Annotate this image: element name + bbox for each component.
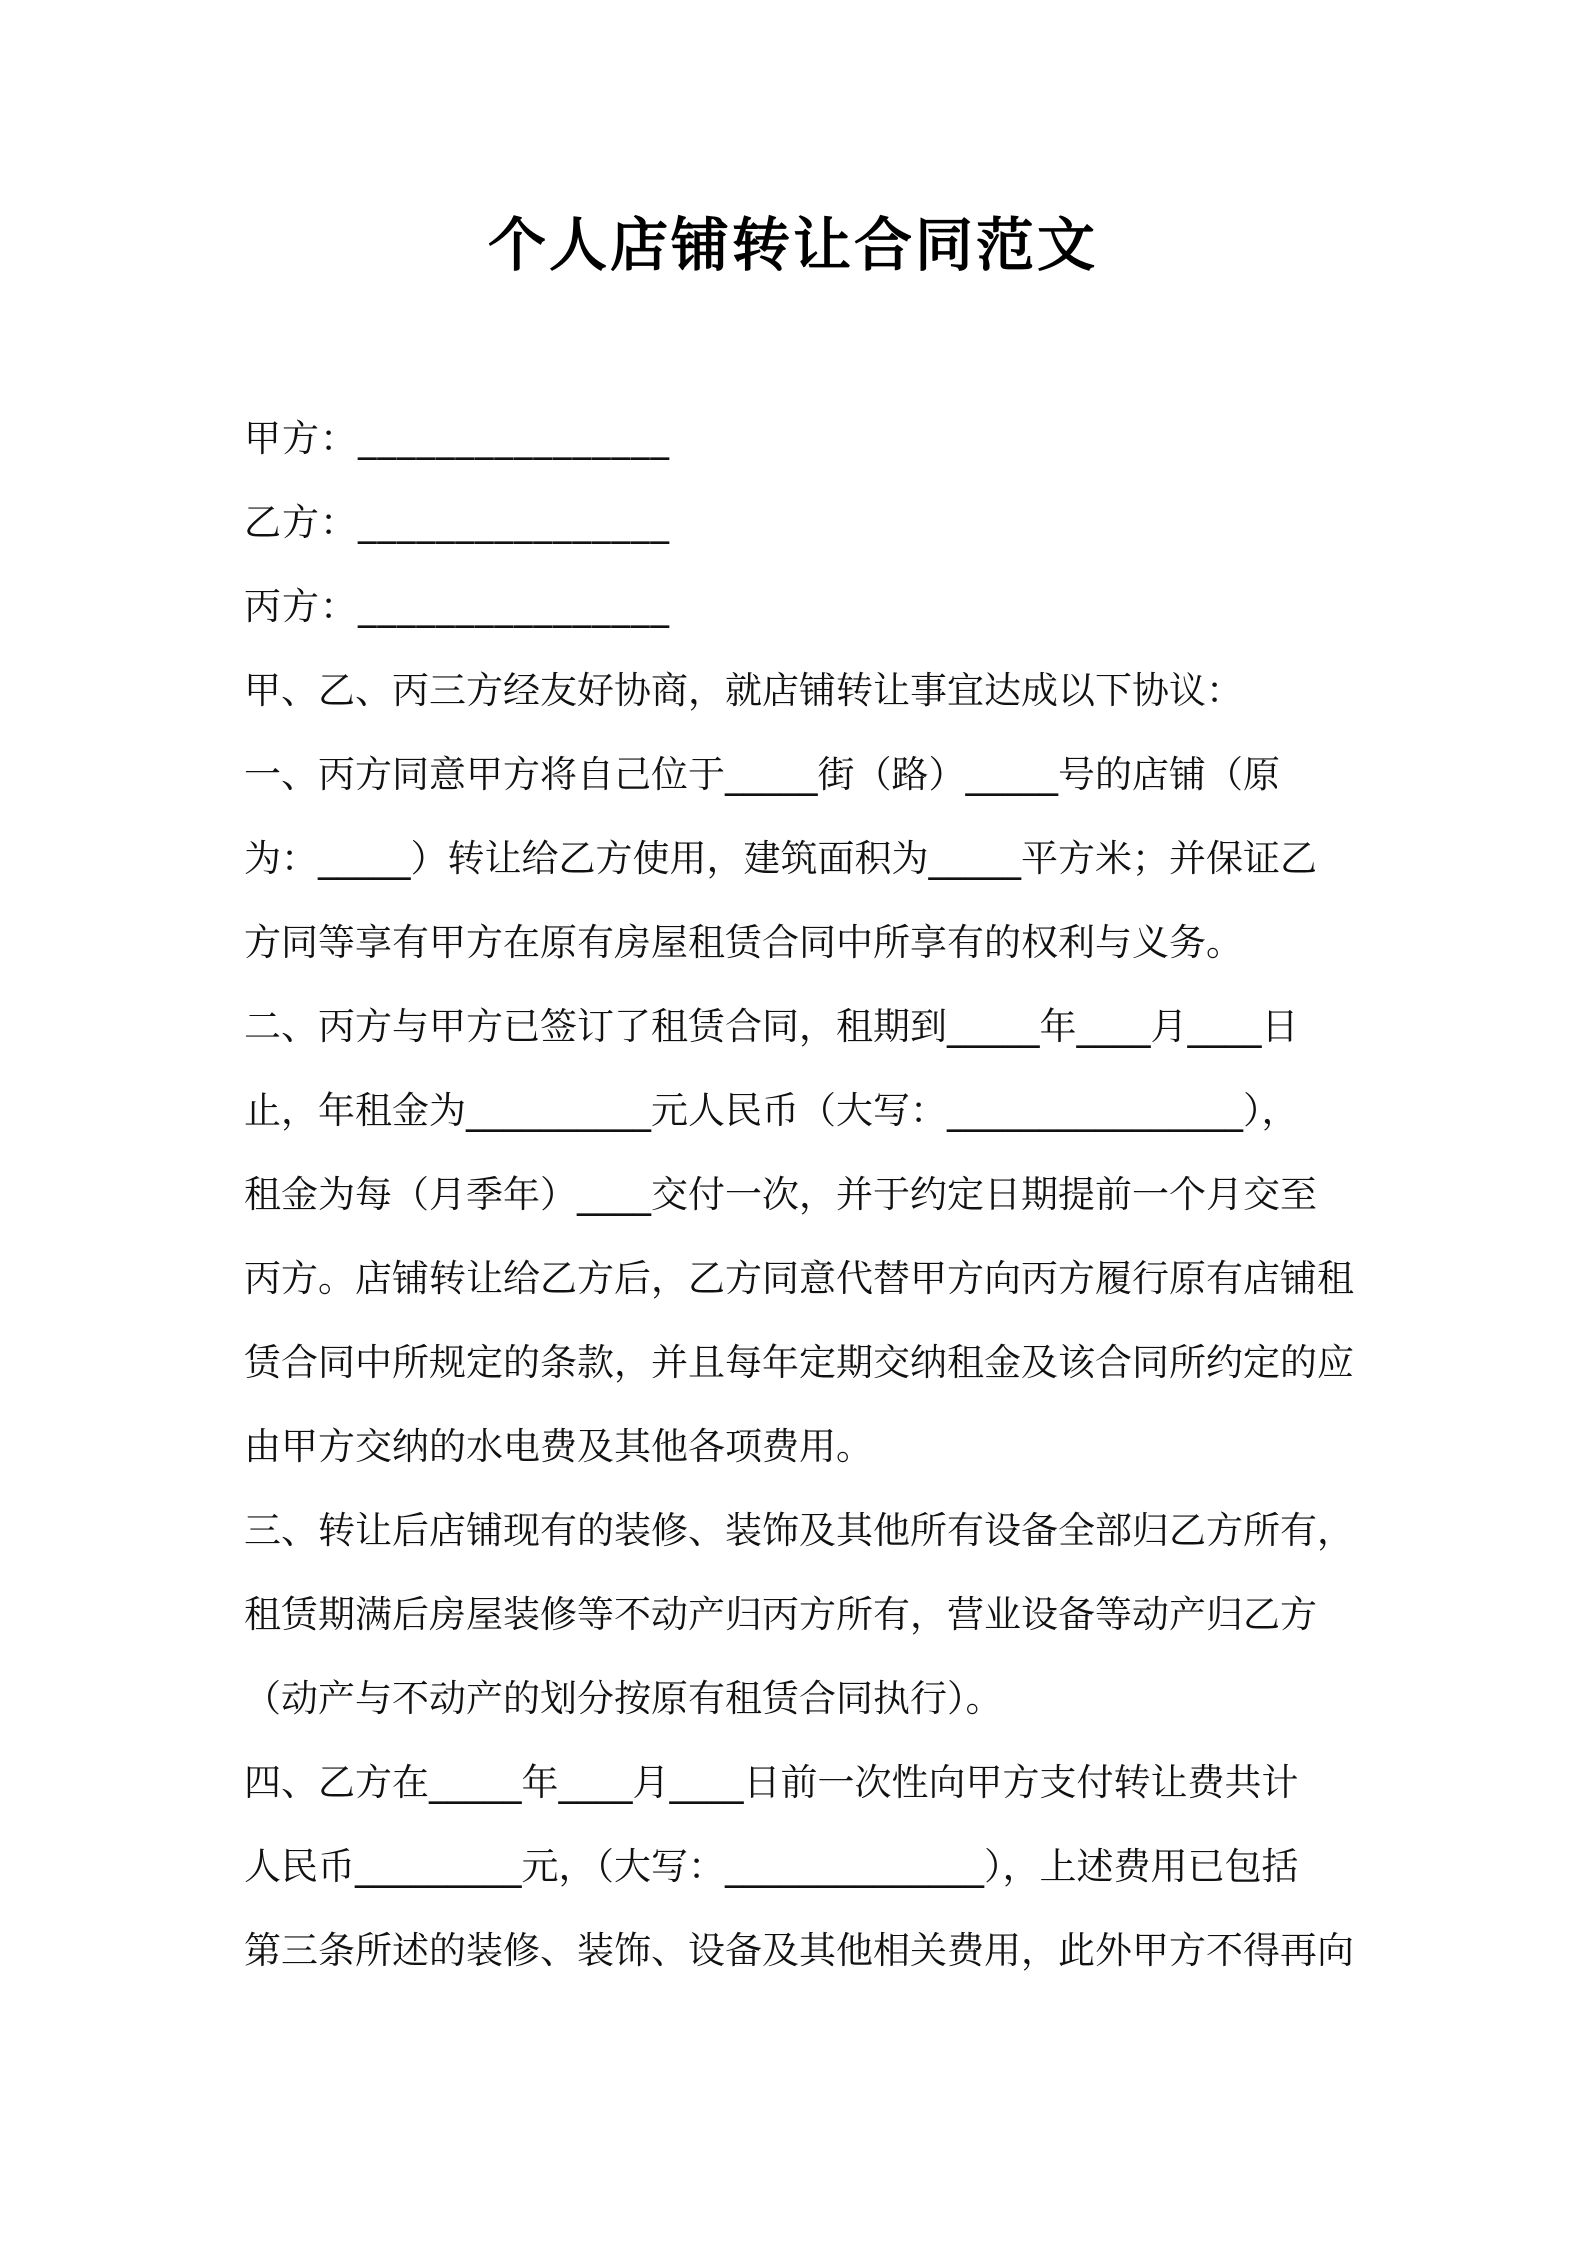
clause-two xyxy=(244,985,1364,1489)
clause-four-line: 人民币_________元，（大写：______________），上述费用已包括 xyxy=(244,1845,1299,1888)
clause-one xyxy=(244,733,1364,985)
clause-two-line: 止，年租金为__________元人民币（大写：________________）， xyxy=(244,1089,1299,1132)
clause-one-line: 为：_____）转让给乙方使用，建筑面积为_____平方米；并保证乙 xyxy=(244,837,1317,880)
clause-two-line: 赁合同中所规定的条款，并且每年定期交纳租金及该合同所约定的应 xyxy=(244,1341,1354,1384)
party-c-line: 丙方：________________ xyxy=(244,585,670,628)
intro-paragraph: 甲、乙、丙三方经友好协商，就店铺转让事宜达成以下协议： xyxy=(244,669,1243,712)
clause-three xyxy=(244,1489,1364,1741)
document-title: 个人店铺转让合同范文 xyxy=(487,211,1098,279)
party-a-line: 甲方：________________ xyxy=(244,417,670,460)
document-body xyxy=(244,397,1364,1993)
clause-four-line: 第三条所述的装修、装饰、设备及其他相关费用，此外甲方不得再向 xyxy=(244,1929,1354,1972)
clause-three-line: 租赁期满后房屋装修等不动产归丙方所有，营业设备等动产归乙方 xyxy=(244,1593,1317,1636)
clause-three-line: 三、转让后店铺现有的装修、装饰及其他所有设备全部归乙方所有， xyxy=(244,1509,1354,1552)
clause-two-line: 丙方。店铺转让给乙方后，乙方同意代替甲方向丙方履行原有店铺租 xyxy=(244,1257,1354,1300)
party-b-line: 乙方：________________ xyxy=(244,501,670,544)
clause-four-line: 四、乙方在_____年____月____日前一次性向甲方支付转让费共计 xyxy=(244,1761,1299,1804)
clause-two-line: 由甲方交纳的水电费及其他各项费用。 xyxy=(244,1425,873,1468)
clause-three-line: （动产与不动产的划分按原有租赁合同执行）。 xyxy=(244,1677,1003,1720)
clause-four xyxy=(244,1741,1364,1993)
clause-one-line: 一、丙方同意甲方将自己位于_____街（路）_____号的店铺（原 xyxy=(244,753,1280,796)
clause-two-line: 二、丙方与甲方已签订了租赁合同，租期到_____年____月____日 xyxy=(244,1005,1299,1048)
clause-one-line: 方同等享有甲方在原有房屋租赁合同中所享有的权利与义务。 xyxy=(244,921,1243,964)
clause-two-line: 租金为每（月季年）____交付一次，并于约定日期提前一个月交至 xyxy=(244,1173,1317,1216)
